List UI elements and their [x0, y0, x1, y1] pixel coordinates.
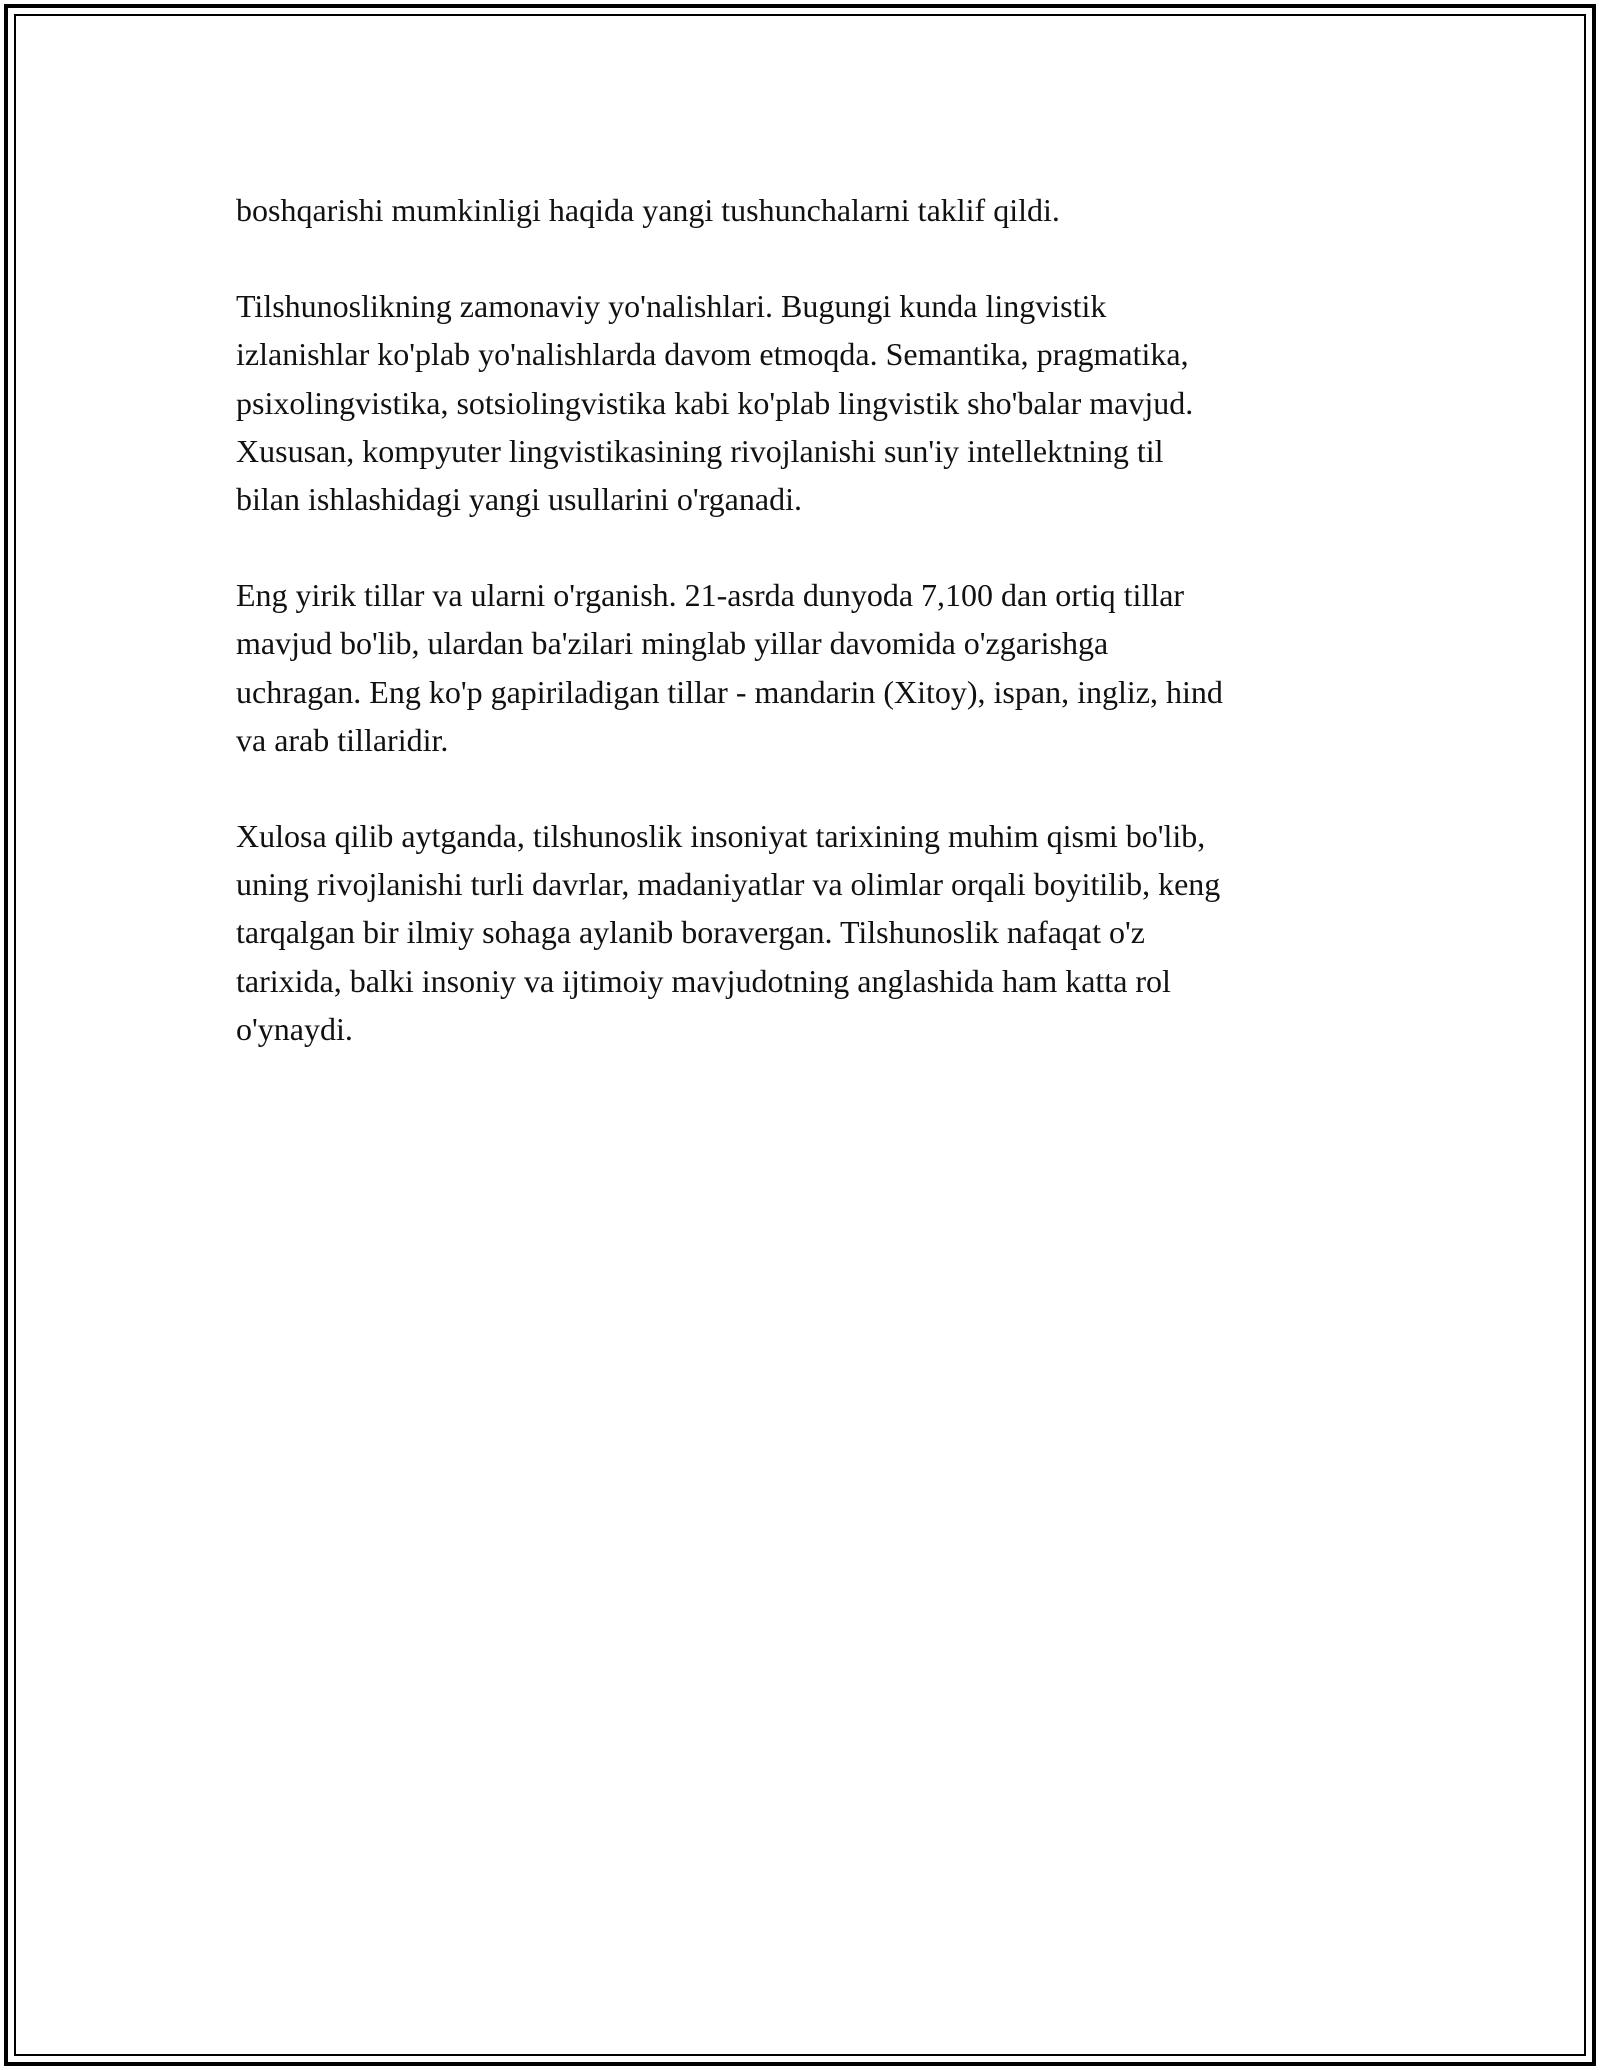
paragraph-modern-directions: Tilshunoslikning zamonaviy yo'nalishlari. Bugungi kunda lingvistik izlanishlar ko'plab yo'nalishlarda davom etmoqda. Semantika, pragmatika, psixolingvistika, sotsiolingvistika kabi ko'plab lingvistik sho'balar mavjud. Xususan, kompyuter lingvistikasining rivojlanishi sun'iy intellektning til bilan ishlashidagi yangi usullarini o'rganadi.: [236, 288, 1194, 518]
paragraph-conclusion: Xulosa qilib aytganda, tilshunoslik insoniyat tarixining muhim qismi bo'lib, uning rivojlanishi turli davrlar, madaniyatlar va olimlar orqali boyitilib, keng tarqalgan bir ilmiy sohaga aylanib boravergan. Tilshunoslik nafaqat o'z tarixida, balki insoniy va ijtimoiy mavjudotning anglashida ham katta rol o'ynaydi.: [236, 818, 1221, 1047]
paragraph-major-languages: Eng yirik tillar va ularni o'rganish. 21-asrda dunyoda 7,100 dan ortiq tillar mavjud bo'lib, ulardan ba'zilari minglab yillar davomida o'zgarishga uchragan. Eng ko'p gapiriladigan tillar - mandarin (Xitoy), ispan, ingliz, hind va arab tillaridir.: [236, 577, 1223, 758]
paragraph-continuation: boshqarishi mumkinligi haqida yangi tushunchalarni taklif qildi.: [236, 192, 1060, 228]
document-body: [236, 186, 1376, 1101]
